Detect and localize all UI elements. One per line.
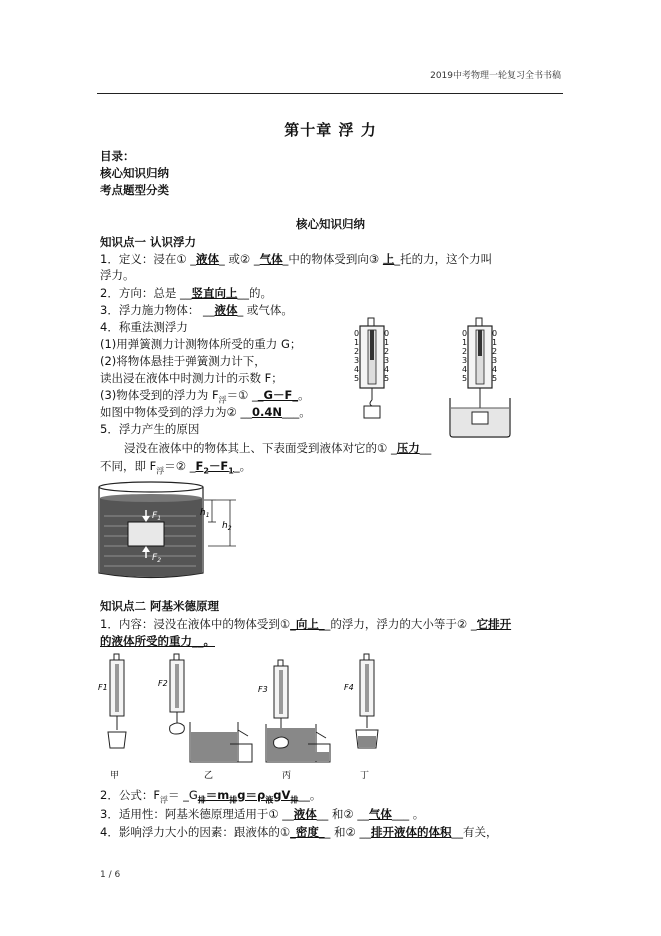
scale-tick: 0 <box>492 329 498 338</box>
scale-tick: 4 <box>354 365 360 374</box>
submerged-block-figure <box>96 478 246 583</box>
scale-tick: 3 <box>462 356 468 365</box>
k2-line-formula: 2．公式：$F_浮=$ $\_G_排=m_排g=\rho_液gV_排\_\_$。 <box>100 788 322 805</box>
scale-tick: 4 <box>384 365 390 374</box>
toc-item[interactable]: 核心知识归纳 <box>100 166 169 180</box>
scale-tick: 3 <box>492 356 498 365</box>
k1-line-cause-formula: 不同，即 $F_浮=②$ $\_F_2-F_1\_$。 <box>100 459 252 476</box>
scale-tick: 1 <box>462 338 468 347</box>
toc-label: 目录： <box>100 149 135 163</box>
page-number: 1 / 6 <box>100 870 121 880</box>
scale-tick: 5 <box>462 374 468 383</box>
k1-line-step3: (3)物体受到的浮力为 $F_浮=①$ __G－F_。 <box>100 388 310 405</box>
scale-tick: 0 <box>462 329 468 338</box>
scale-tick: 5 <box>354 374 360 383</box>
scale-tick: 3 <box>384 356 390 365</box>
k1-line-direction: 2．方向：总是 __竖直向上__的。 <box>100 286 272 300</box>
scale-tick: 1 <box>384 338 390 347</box>
k1-heading: 知识点一 认识浮力 <box>100 235 197 249</box>
step-label: 乙 <box>204 771 214 781</box>
step-label: 甲 <box>110 771 120 781</box>
experiment-step-bing <box>258 660 330 781</box>
k2-line-factors: 4．影响浮力大小的因素：跟液体的①_密度__ 和② __排开液体的体积__有关， <box>100 825 498 839</box>
spring-scale-in-liquid <box>450 318 510 437</box>
force-label-f2: $F_2$ <box>152 553 162 564</box>
scale-tick: 3 <box>354 356 360 365</box>
k1-line-step1: (1)用弹簧测力计测物体所受的重力 G； <box>100 337 302 351</box>
svg-text:F4: F4 <box>344 683 354 692</box>
chapter-title: 第十章 浮 力 <box>284 121 377 139</box>
scale-tick: 2 <box>462 347 468 356</box>
spring-scale-in-air <box>354 318 389 418</box>
svg-text:F2: F2 <box>158 679 168 688</box>
k2-line-content-cont: 的液体所受的重力__。 <box>100 634 215 648</box>
k2-line-content: 1．内容：浸没在液体中的物体受到①_向上__的浮力，浮力的大小等于② _它排开 <box>100 617 512 631</box>
scale-tick: 0 <box>354 329 360 338</box>
k1-line-step2b: 读出浸在液体中时测力计的示数 F； <box>100 371 283 385</box>
k1-line-step2: (2)将物体悬挂于弹簧测力计下， <box>100 354 266 368</box>
step-label: 丙 <box>282 771 292 781</box>
k1-line-cause: 5．浮力产生的原因 <box>100 422 200 436</box>
header-rule <box>97 93 563 94</box>
spring-scale-figure <box>350 316 550 438</box>
h2-label: $h_2$ <box>222 521 232 532</box>
scale-tick: 1 <box>492 338 498 347</box>
experiment-step-yi <box>158 654 252 781</box>
k2-heading: 知识点二 阿基米德原理 <box>100 599 220 613</box>
k1-line-weighing: 4．称重法测浮力 <box>100 320 188 334</box>
scale-tick: 2 <box>492 347 498 356</box>
scale-tick: 5 <box>384 374 390 383</box>
k1-line-source: 3．浮力施力物体： __液体_ 或气体。 <box>100 303 293 317</box>
k1-line-example: 如图中物体受到的浮力为② __0.4N___。 <box>100 405 311 419</box>
scale-tick: 5 <box>492 374 498 383</box>
scale-tick: 0 <box>384 329 390 338</box>
svg-text:F3: F3 <box>258 685 268 694</box>
k1-line-definition-cont: 浮力。 <box>100 268 135 282</box>
experiment-step-jia <box>98 654 126 781</box>
running-header: 2019中考物理一轮复习全书书稿 <box>430 71 561 81</box>
scale-tick: 4 <box>492 365 498 374</box>
h1-label: $h_1$ <box>200 508 210 519</box>
archimedes-experiment-figure <box>96 652 396 784</box>
toc-item[interactable]: 考点题型分类 <box>100 183 169 197</box>
scale-tick: 4 <box>462 365 468 374</box>
experiment-step-ding <box>344 654 378 781</box>
scale-tick: 2 <box>354 347 360 356</box>
step-label: 丁 <box>360 771 370 781</box>
k1-line-definition: 1．定义：浸在① _液体_ 或② _气体_中的物体受到向③ 上_托的力，这个力叫 <box>100 252 493 266</box>
k1-line-cause-detail: 浸没在液体中的物体其上、下表面受到液体对它的① _压力__ <box>124 441 432 455</box>
svg-text:F1: F1 <box>98 683 108 692</box>
section-title: 核心知识归纳 <box>296 217 365 231</box>
k2-line-applicability: 3．适用性：阿基米德原理适用于① __液体__ 和② __气体___ 。 <box>100 807 425 821</box>
scale-tick: 2 <box>384 347 390 356</box>
scale-tick: 1 <box>354 338 360 347</box>
force-label-f1: $F_1$ <box>152 511 162 522</box>
